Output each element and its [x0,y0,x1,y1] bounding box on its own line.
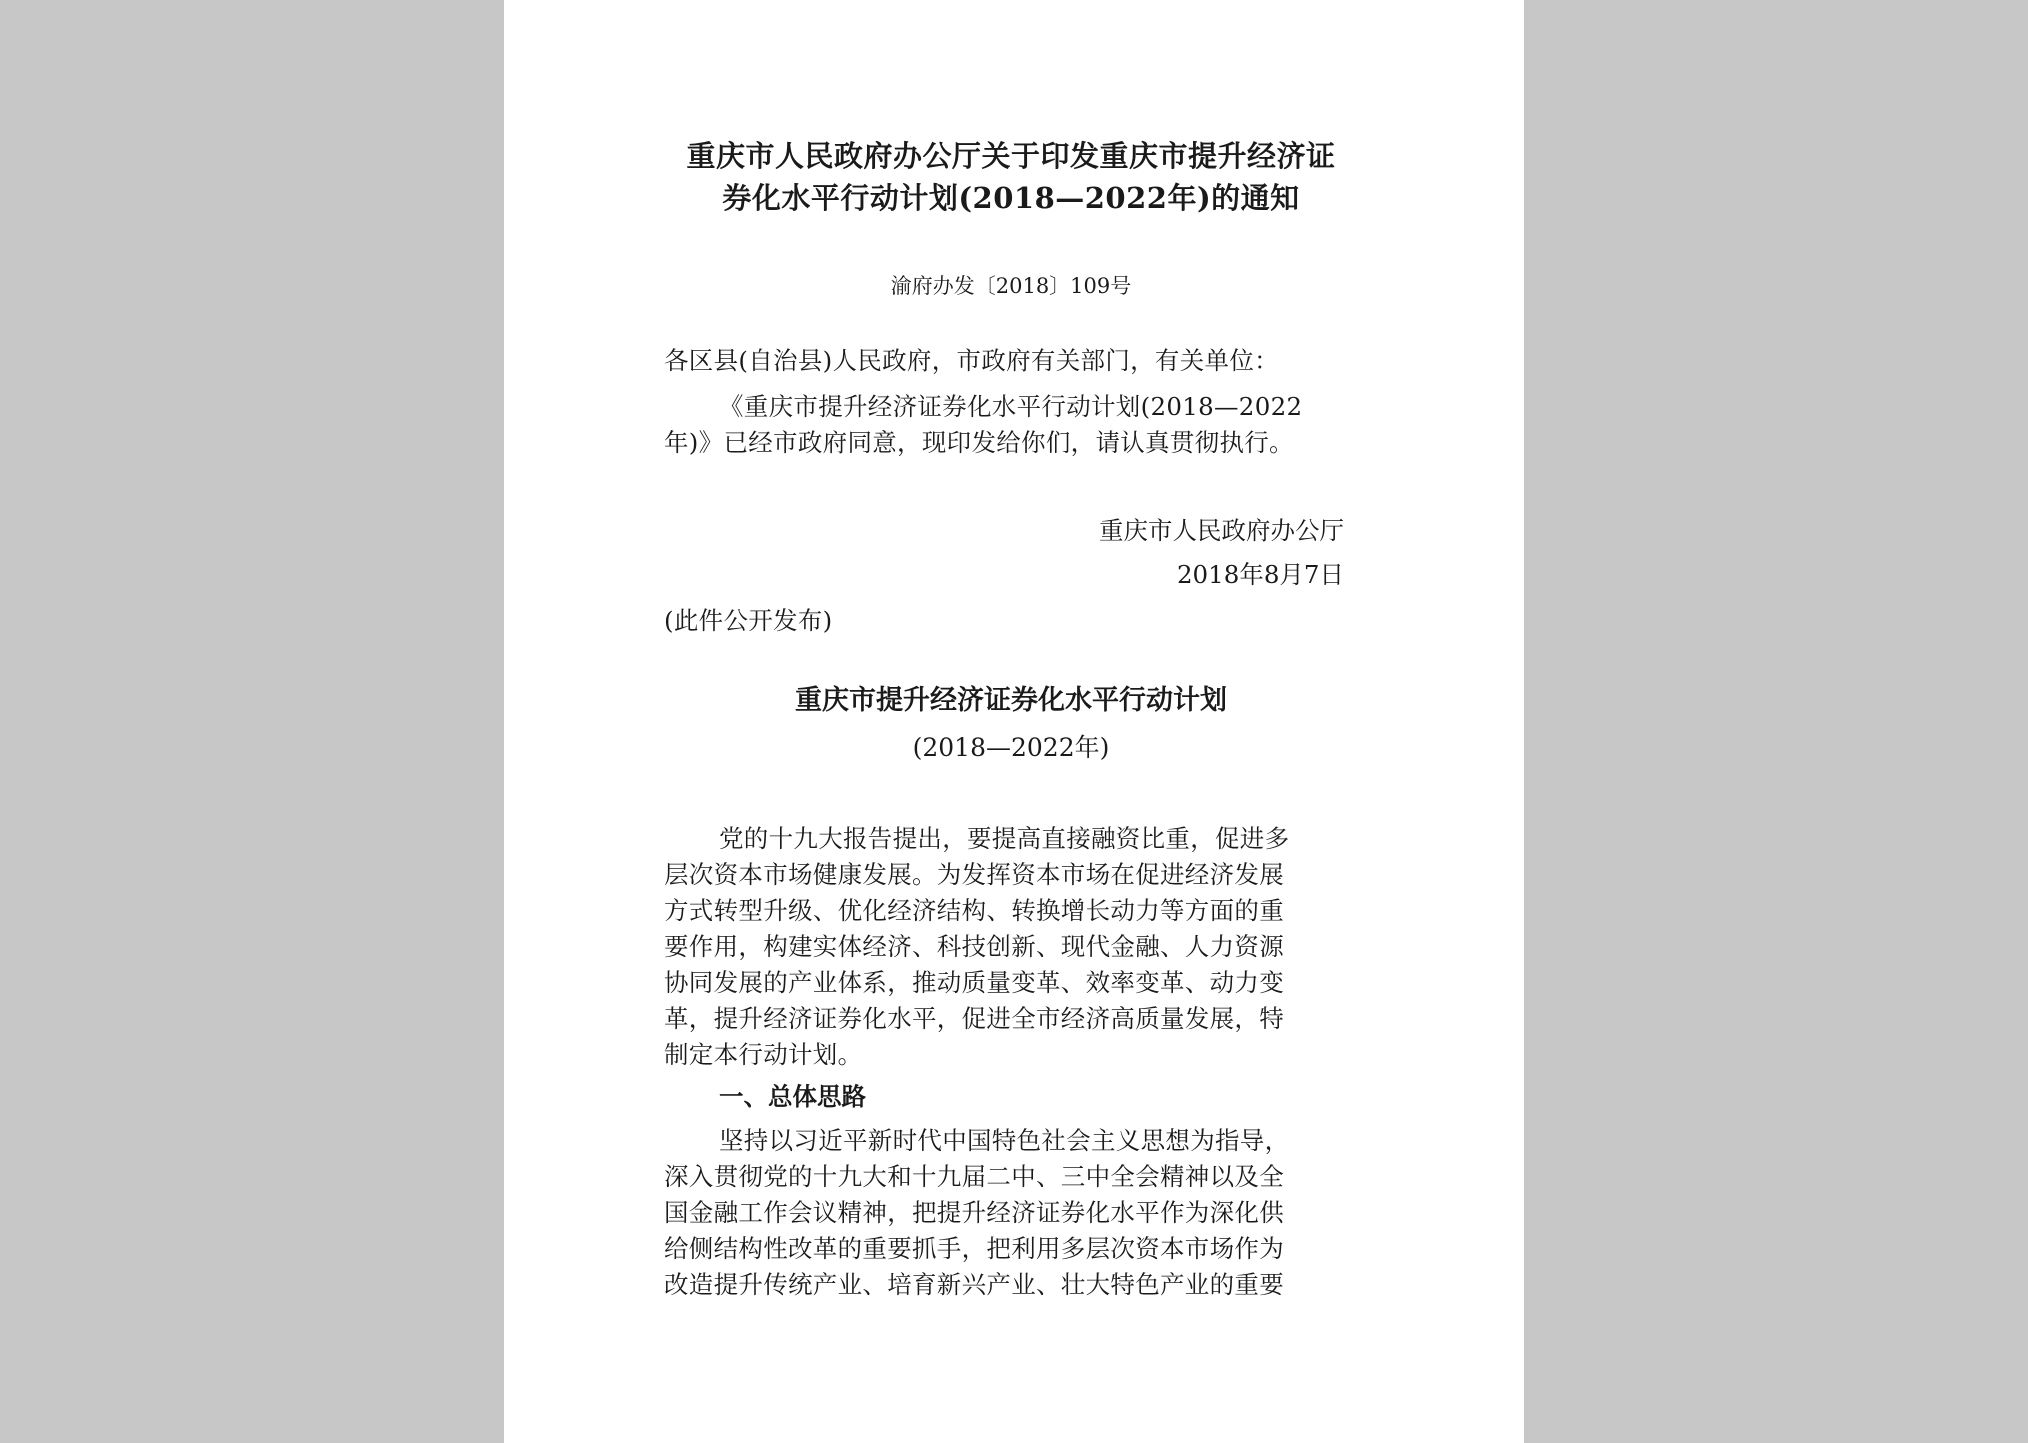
section-line: 国金融工作会议精神，把提升经济证券化水平作为深化供 [664,1198,1284,1227]
title-line-2: 券化水平行动计划(2018—2022年)的通知 [722,181,1300,215]
intro-line: 层次资本市场健康发展。为发挥资本市场在促进经济发展 [664,860,1284,889]
section-line: 给侧结构性改革的重要抓手，把利用多层次资本市场作为 [664,1234,1284,1263]
notice-line-2: 年)》已经市政府同意，现印发给你们，请认真贯彻执行。 [664,428,1294,457]
intro-line: 制定本行动计划。 [664,1040,863,1069]
section-line: 改造提升传统产业、培育新兴产业、壮大特色产业的重要 [664,1270,1284,1299]
intro-line: 党的十九大报告提出，要提高直接融资比重，促进多 [719,824,1290,853]
intro-line: 方式转型升级、优化经济结构、转换增长动力等方面的重 [664,896,1284,925]
document-number: 渝府办发〔2018〕109号 [890,274,1132,298]
issue-date: 2018年8月7日 [1176,560,1344,589]
intro-line: 革，提升经济证券化水平，促进全市经济高质量发展，特 [664,1004,1284,1033]
document-page [504,0,1524,1443]
section-line: 坚持以习近平新时代中国特色社会主义思想为指导， [719,1126,1290,1155]
plan-title: 重庆市提升经济证券化水平行动计划 [795,685,1227,716]
title-line-1: 重庆市人民政府办公厅关于印发重庆市提升经济证 [686,139,1336,173]
addressee: 各区县(自治县)人民政府，市政府有关部门，有关单位： [664,346,1279,375]
notice-line-1: 《重庆市提升经济证券化水平行动计划(2018—2022 [719,392,1303,421]
plan-years: (2018—2022年) [912,733,1110,762]
issuer: 重庆市人民政府办公厅 [1099,516,1344,545]
section-heading: 一、总体思路 [719,1082,866,1111]
publication-note: (此件公开发布) [664,606,833,635]
section-line: 深入贯彻党的十九大和十九届二中、三中全会精神以及全 [664,1162,1284,1191]
intro-line: 协同发展的产业体系，推动质量变革、效率变革、动力变 [664,968,1284,997]
intro-line: 要作用，构建实体经济、科技创新、现代金融、人力资源 [664,932,1284,961]
